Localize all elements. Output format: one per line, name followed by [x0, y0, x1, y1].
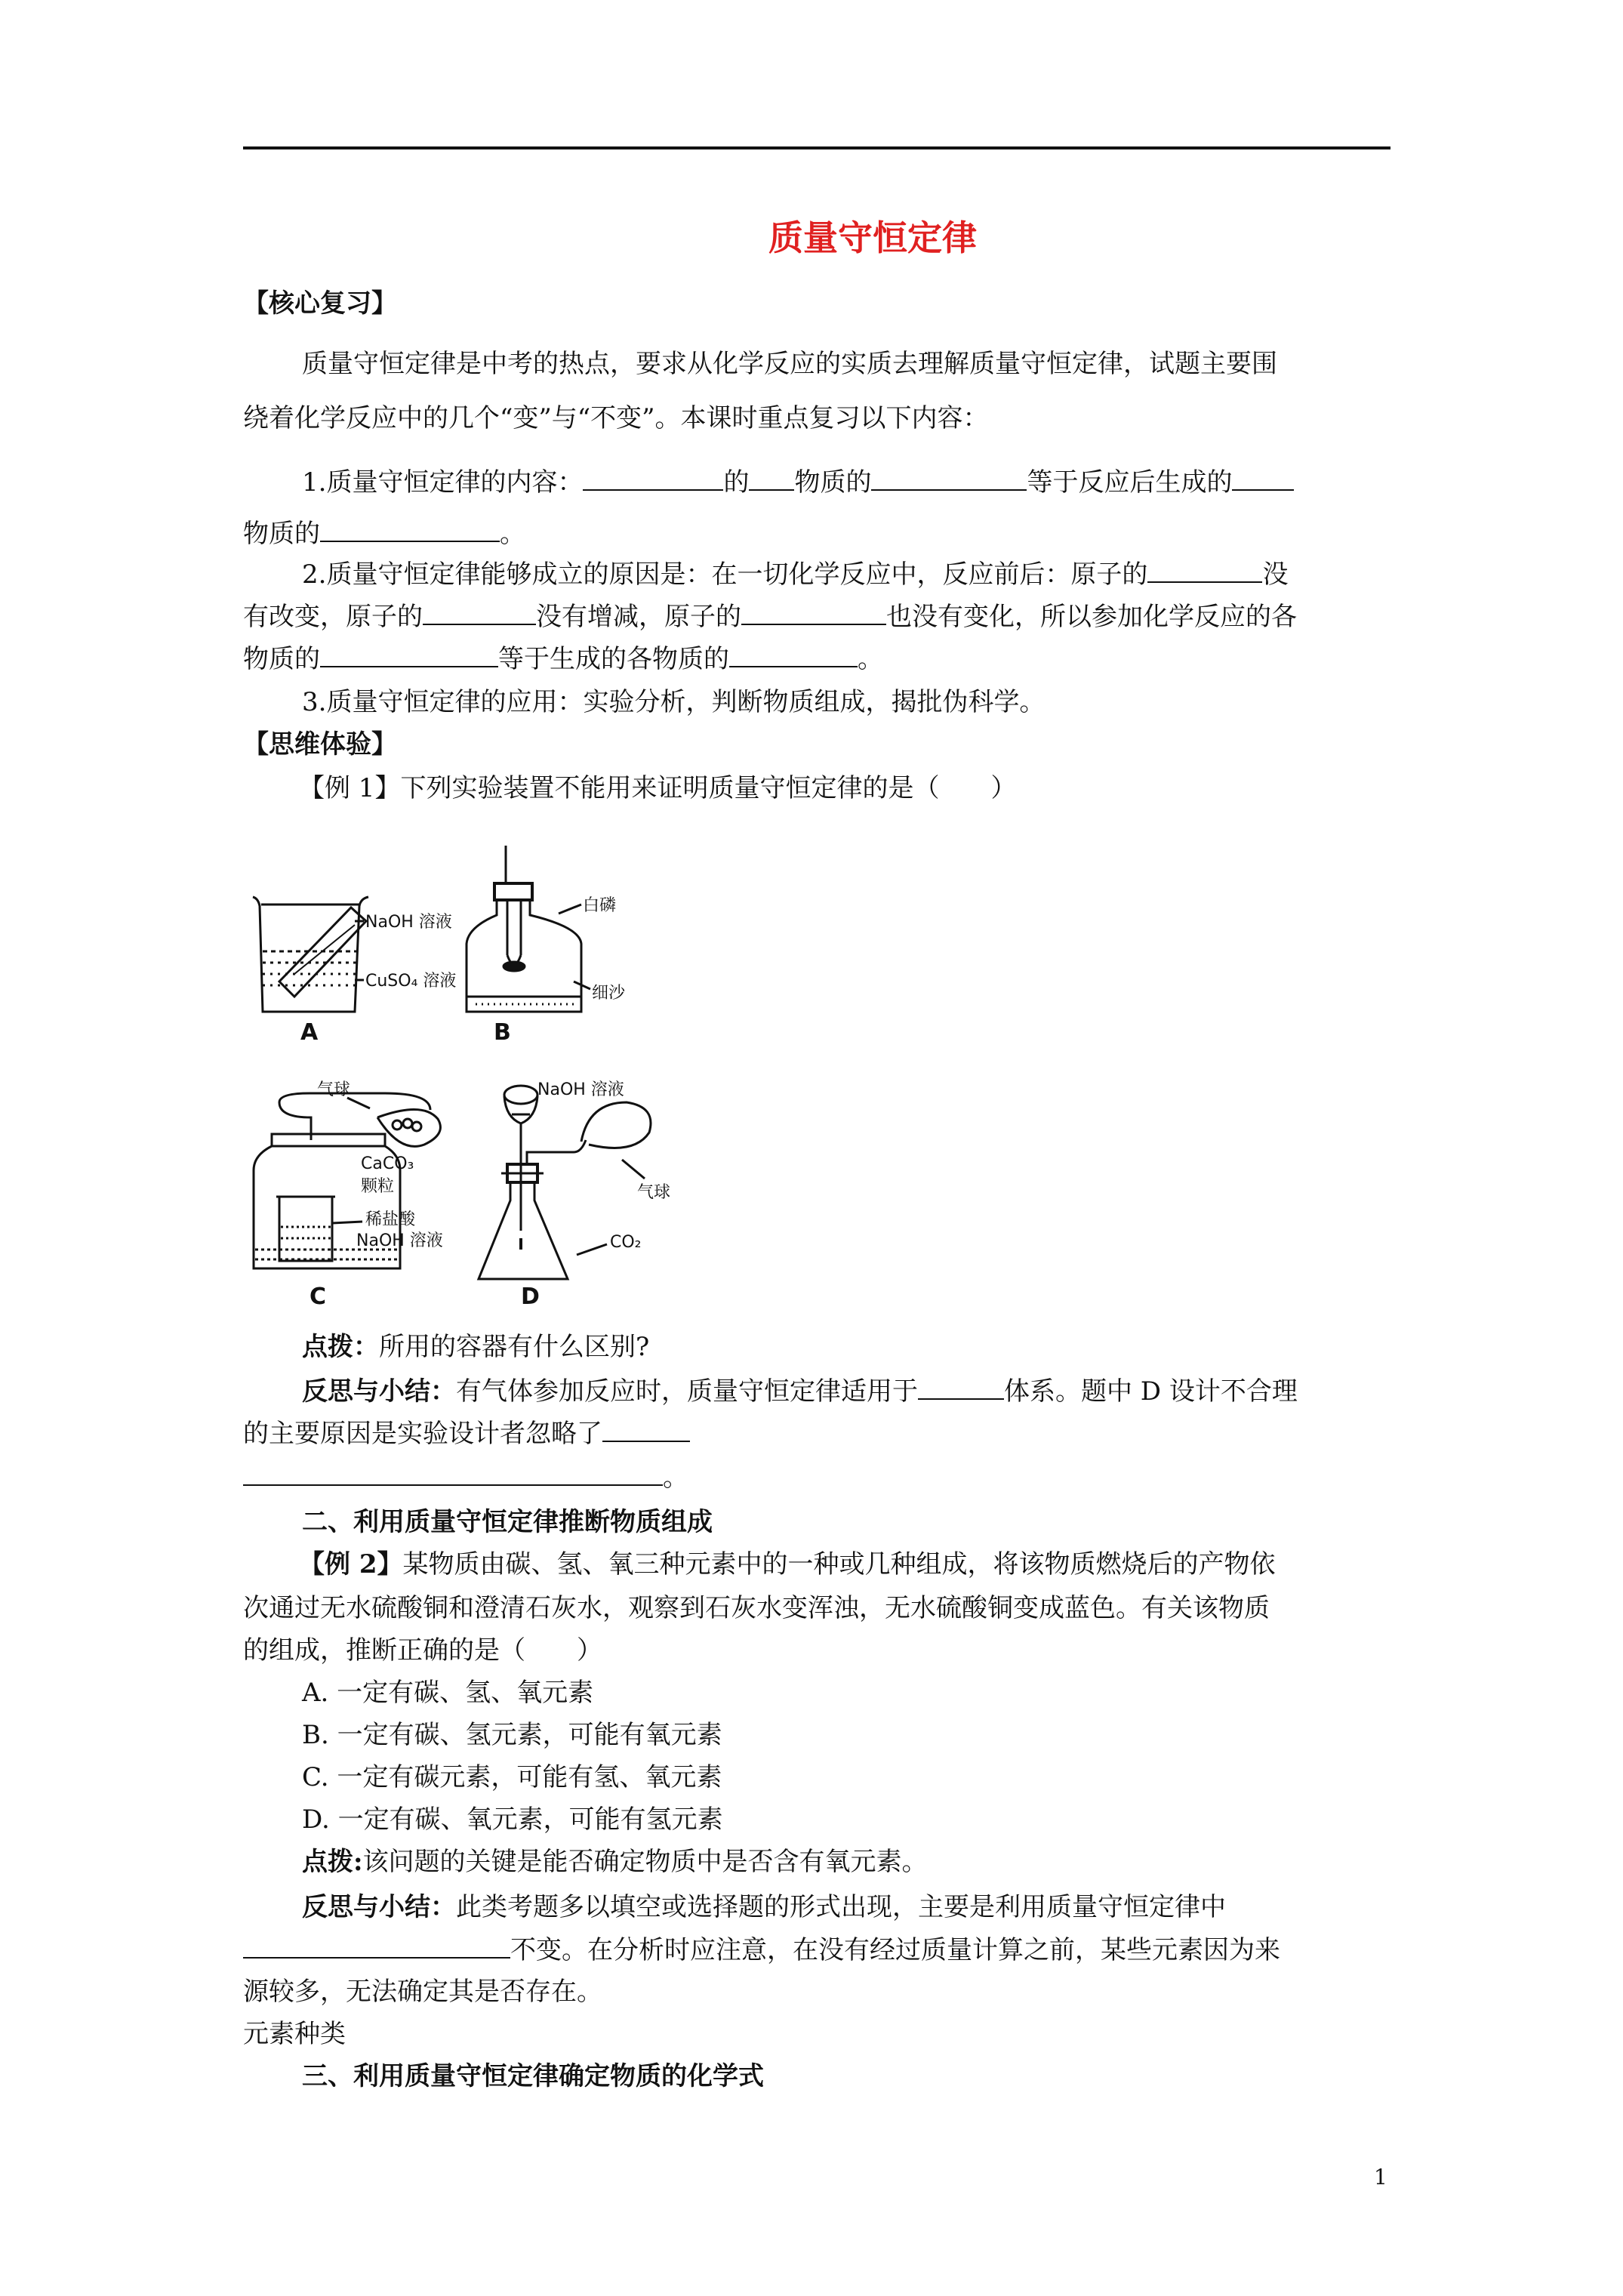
example2-reflect-line-3: 源较多，无法确定其是否存在。 — [243, 1977, 602, 2007]
example1-reflect-c: 的主要原因是实验设计者忽略了 — [243, 1419, 602, 1449]
figure-c-label-balloon: 气球 — [317, 1080, 351, 1099]
section-heading-core-review: 【核心复习】 — [243, 288, 397, 319]
example1-hint-text: 所用的容器有什么区别? — [379, 1332, 650, 1362]
item2-text-f: 物质的 — [243, 644, 320, 674]
example1-hint — [302, 1332, 649, 1362]
example2-reflect-line-2 — [243, 1934, 1280, 1965]
item2-text-e: 也没有变化，所以参加化学反应的各 — [886, 602, 1297, 632]
figure-b-label-sand: 细沙 — [592, 984, 626, 1003]
example2-hint — [302, 1847, 928, 1877]
figure-c-labels — [302, 1078, 476, 1267]
figure-c-label-hcl: 稀盐酸 — [365, 1210, 416, 1229]
figure-d-caption: D — [521, 1284, 540, 1310]
item1-text-f: 。 — [500, 519, 525, 549]
item1-text-b: 的 — [723, 467, 750, 498]
example1-reflect-line-3 — [243, 1462, 688, 1493]
example2-reflect-line-1 — [302, 1892, 1226, 1922]
section-heading-thinking: 【思维体验】 — [243, 729, 397, 760]
item1-line-2 — [243, 518, 525, 549]
figure-d-label-balloon: 气球 — [637, 1183, 671, 1202]
example1-reflect-line-2 — [243, 1418, 690, 1449]
item2-text-c: 有改变，原子的 — [243, 602, 423, 632]
example2-text-1: 某物质由碳、氢、氧三种元素中的一种或几种组成，将该物质燃烧后的产物依 — [402, 1549, 1276, 1579]
example1-reflect-b: 体系。题中 D 设计不合理 — [1004, 1376, 1298, 1407]
item1-line-1 — [302, 467, 1294, 498]
example2-answer: 元素种类 — [243, 2019, 346, 2049]
example1-reflect-end: 。 — [663, 1462, 688, 1493]
example1-blank-ignored-1[interactable] — [602, 1418, 690, 1442]
item2-blank-3[interactable] — [741, 601, 886, 625]
example1-reflect-a: 有气体参加反应时，质量守恒定律适用于 — [456, 1376, 918, 1407]
item1-blank-1[interactable] — [583, 467, 723, 491]
item2-text-d: 没有增减，原子的 — [536, 602, 741, 632]
item2-blank-1[interactable] — [1147, 559, 1262, 583]
item2-text-a: 2.质量守恒定律能够成立的原因是：在一切化学反应中，反应前后：原子的 — [302, 559, 1148, 590]
figure-d-label-co2: CO₂ — [610, 1233, 642, 1252]
figure-c-label-naoh: NaOH 溶液 — [356, 1231, 443, 1250]
figure-a-label-naoh: NaOH 溶液 — [365, 913, 452, 932]
example1-reflect-label: 反思与小结： — [302, 1376, 456, 1407]
figure-a-label-cuso4: CuSO₄ 溶液 — [365, 972, 457, 991]
example1-question: 【例 1】下列实验装置不能用来证明质量守恒定律的是（ ） — [299, 773, 1017, 803]
figure-d-labels — [531, 1077, 713, 1273]
item2-line-1 — [302, 559, 1288, 590]
example1-reflect-line-1 — [302, 1376, 1298, 1407]
example2-reflect-label: 反思与小结： — [302, 1892, 456, 1922]
example1-hint-label: 点拨： — [302, 1332, 379, 1362]
item2-blank-4[interactable] — [320, 643, 498, 667]
example2-option-d[interactable]: D. 一定有碳、氧元素，可能有氢元素 — [302, 1804, 723, 1835]
item1-text-a: 1.质量守恒定律的内容： — [302, 467, 584, 498]
item1-blank-4[interactable] — [1232, 467, 1294, 491]
example1-blank-ignored-2[interactable] — [243, 1462, 663, 1486]
item1-blank-5[interactable] — [320, 518, 500, 542]
item1-text-d: 等于反应后生成的 — [1027, 467, 1233, 498]
figure-a-caption: A — [300, 1019, 319, 1046]
example2-hint-text: 该问题的关键是能否确定物质中是否含有氧元素。 — [362, 1847, 928, 1877]
item2-blank-2[interactable] — [423, 601, 536, 625]
example2-hint-label: 点拨: — [302, 1847, 363, 1877]
example2-label: 【例 2】 — [299, 1549, 403, 1579]
item2-text-b: 没 — [1262, 559, 1289, 590]
example2-line-1 — [299, 1549, 1276, 1579]
item1-blank-2[interactable] — [749, 467, 794, 491]
figure-c-label-particles: 颗粒 — [361, 1177, 395, 1196]
example1-blank-system[interactable] — [918, 1376, 1004, 1400]
figure-b-caption: B — [494, 1019, 511, 1046]
figure-b-label-phosphorus: 白磷 — [583, 896, 617, 915]
figure-d-label-naoh: NaOH 溶液 — [537, 1080, 624, 1099]
example2-option-b[interactable]: B. 一定有碳、氢元素，可能有氧元素 — [302, 1720, 722, 1750]
example2-blank[interactable] — [243, 1934, 510, 1959]
item1-blank-3[interactable] — [871, 467, 1027, 491]
item2-line-3 — [243, 643, 883, 674]
example2-option-c[interactable]: C. 一定有碳元素，可能有氢、氧元素 — [302, 1762, 722, 1792]
intro-line-2: 绕着化学反应中的几个“变”与“不变”。本课时重点复习以下内容： — [243, 403, 989, 433]
item2-blank-5[interactable] — [729, 643, 858, 667]
example2-reflect-b: 不变。在分析时应注意，在没有经过质量计算之前，某些元素因为来 — [510, 1935, 1280, 1965]
page-number: 1 — [1374, 2165, 1387, 2190]
intro-line-1: 质量守恒定律是中考的热点，要求从化学反应的实质去理解质量守恒定律，试题主要围 — [302, 349, 1277, 379]
example2-line-2: 次通过无水硫酸铜和澄清石灰水，观察到石灰水变浑浊，无水硫酸铜变成蓝色。有关该物质 — [243, 1593, 1270, 1623]
item1-text-c: 物质的 — [794, 467, 872, 498]
figure-c-caption: C — [310, 1284, 327, 1310]
figure-c-label-caco3: CaCO₃ — [361, 1154, 414, 1173]
section2-heading: 二、利用质量守恒定律推断物质组成 — [302, 1507, 713, 1537]
example2-line-3: 的组成，推断正确的是（ ） — [243, 1635, 602, 1666]
example2-reflect-a: 此类考题多以填空或选择题的形式出现，主要是利用质量守恒定律中 — [456, 1892, 1226, 1922]
item2-line-2 — [243, 601, 1297, 632]
figure-b-labels — [559, 883, 649, 1019]
item2-text-h: 。 — [858, 644, 883, 674]
example2-option-a[interactable]: A. 一定有碳、氢、氧元素 — [302, 1678, 594, 1708]
section3-heading: 三、利用质量守恒定律确定物质的化学式 — [302, 2061, 764, 2091]
item1-text-e: 物质的 — [243, 519, 320, 549]
item2-text-g: 等于生成的各物质的 — [498, 644, 729, 674]
header-rule — [243, 146, 1390, 149]
page-title: 质量守恒定律 — [768, 217, 977, 258]
item3-line: 3.质量守恒定律的应用：实验分析，判断物质组成，揭批伪科学。 — [302, 687, 1046, 717]
